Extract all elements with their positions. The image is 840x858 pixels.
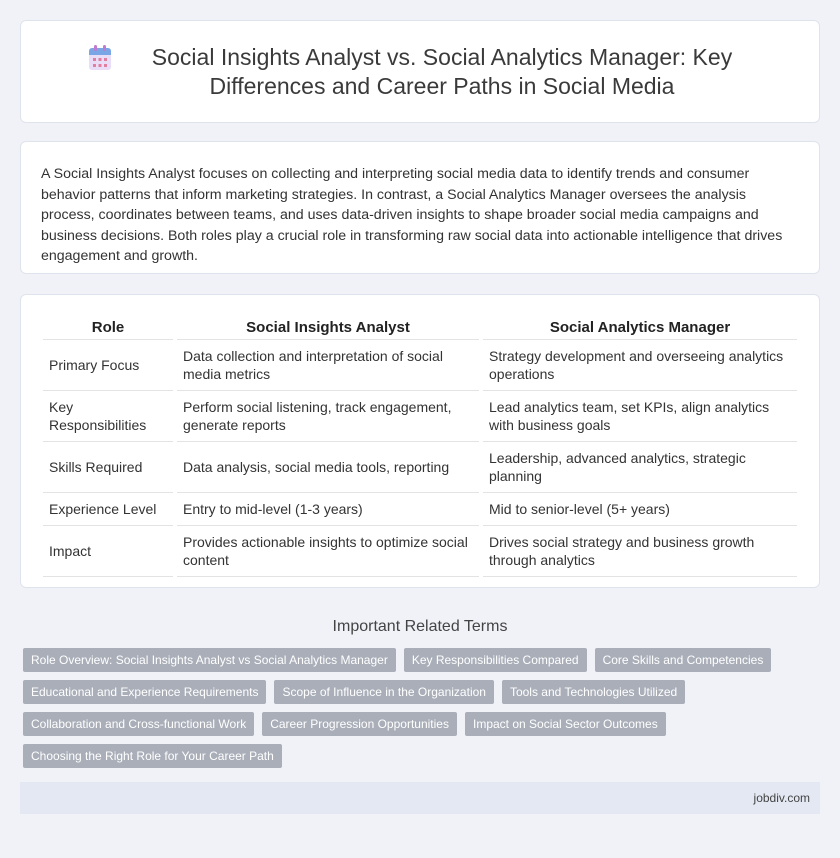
page-title: Social Insights Analyst vs. Social Analytics Manager: Key Differences and Career Paths in Social Media <box>151 43 733 99</box>
table-row <box>43 493 797 526</box>
table-row <box>43 442 797 493</box>
footer <box>20 782 820 814</box>
intro-card <box>20 141 820 274</box>
term-tag[interactable]: Core Skills and Competencies <box>595 648 772 672</box>
table-header-role: Role <box>43 315 173 340</box>
table-cell-manager: Strategy development and overseeing analytics operations <box>483 340 797 391</box>
calendar-icon <box>88 45 112 71</box>
term-tag[interactable]: Collaboration and Cross-functional Work <box>23 712 254 736</box>
table-cell-analyst: Data analysis, social media tools, reporting <box>177 442 479 493</box>
table-cell-manager: Leadership, advanced analytics, strategic planning <box>483 442 797 493</box>
table-row <box>43 340 797 391</box>
table-header-analyst: Social Insights Analyst <box>177 315 479 340</box>
table-cell-analyst: Perform social listening, track engagement, generate reports <box>177 391 479 442</box>
table-cell-role: Skills Required <box>43 442 173 493</box>
comparison-table <box>39 315 801 577</box>
table-cell-role: Impact <box>43 526 173 577</box>
term-tag[interactable]: Impact on Social Sector Outcomes <box>465 712 666 736</box>
table-cell-analyst: Provides actionable insights to optimize social content <box>177 526 479 577</box>
table-header-row <box>43 315 797 340</box>
table-cell-role: Experience Level <box>43 493 173 526</box>
term-tag[interactable]: Career Progression Opportunities <box>262 712 457 736</box>
table-cell-analyst: Data collection and interpretation of social media metrics <box>177 340 479 391</box>
title-card <box>20 20 820 123</box>
table-cell-manager: Lead analytics team, set KPIs, align analytics with business goals <box>483 391 797 442</box>
table-row <box>43 391 797 442</box>
related-terms-heading: Important Related Terms <box>332 618 508 635</box>
term-tag[interactable]: Scope of Influence in the Organization <box>274 680 493 704</box>
footer-site-link[interactable]: jobdiv.com <box>753 791 810 805</box>
table-cell-role: Primary Focus <box>43 340 173 391</box>
table-header-manager: Social Analytics Manager <box>483 315 797 340</box>
term-tag[interactable]: Educational and Experience Requirements <box>23 680 266 704</box>
table-cell-manager: Drives social strategy and business growth through analytics <box>483 526 797 577</box>
related-terms-section <box>0 618 840 768</box>
table-cell-analyst: Entry to mid-level (1-3 years) <box>177 493 479 526</box>
term-tag[interactable]: Tools and Technologies Utilized <box>502 680 685 704</box>
title-wrap <box>88 43 752 101</box>
related-terms-tags <box>0 648 840 768</box>
term-tag[interactable]: Role Overview: Social Insights Analyst vs Social Analytics Manager <box>23 648 396 672</box>
intro-paragraph: A Social Insights Analyst focuses on collecting and interpreting social media data to identify trends and consumer behavior patterns that inform marketing strategies. In contrast, a Social Analytics Manager oversees the analysis process, coordinates between teams, and uses data-driven insights to shape broader social media campaigns and business decisions. Both roles play a crucial role in transforming raw social data into actionable intelligence that drives engagement and growth. <box>41 166 783 264</box>
term-tag[interactable]: Key Responsibilities Compared <box>404 648 587 672</box>
comparison-table-card <box>20 294 820 588</box>
term-tag[interactable]: Choosing the Right Role for Your Career Path <box>23 744 282 768</box>
table-cell-manager: Mid to senior-level (5+ years) <box>483 493 797 526</box>
table-cell-role: Key Responsibilities <box>43 391 173 442</box>
table-row <box>43 526 797 577</box>
